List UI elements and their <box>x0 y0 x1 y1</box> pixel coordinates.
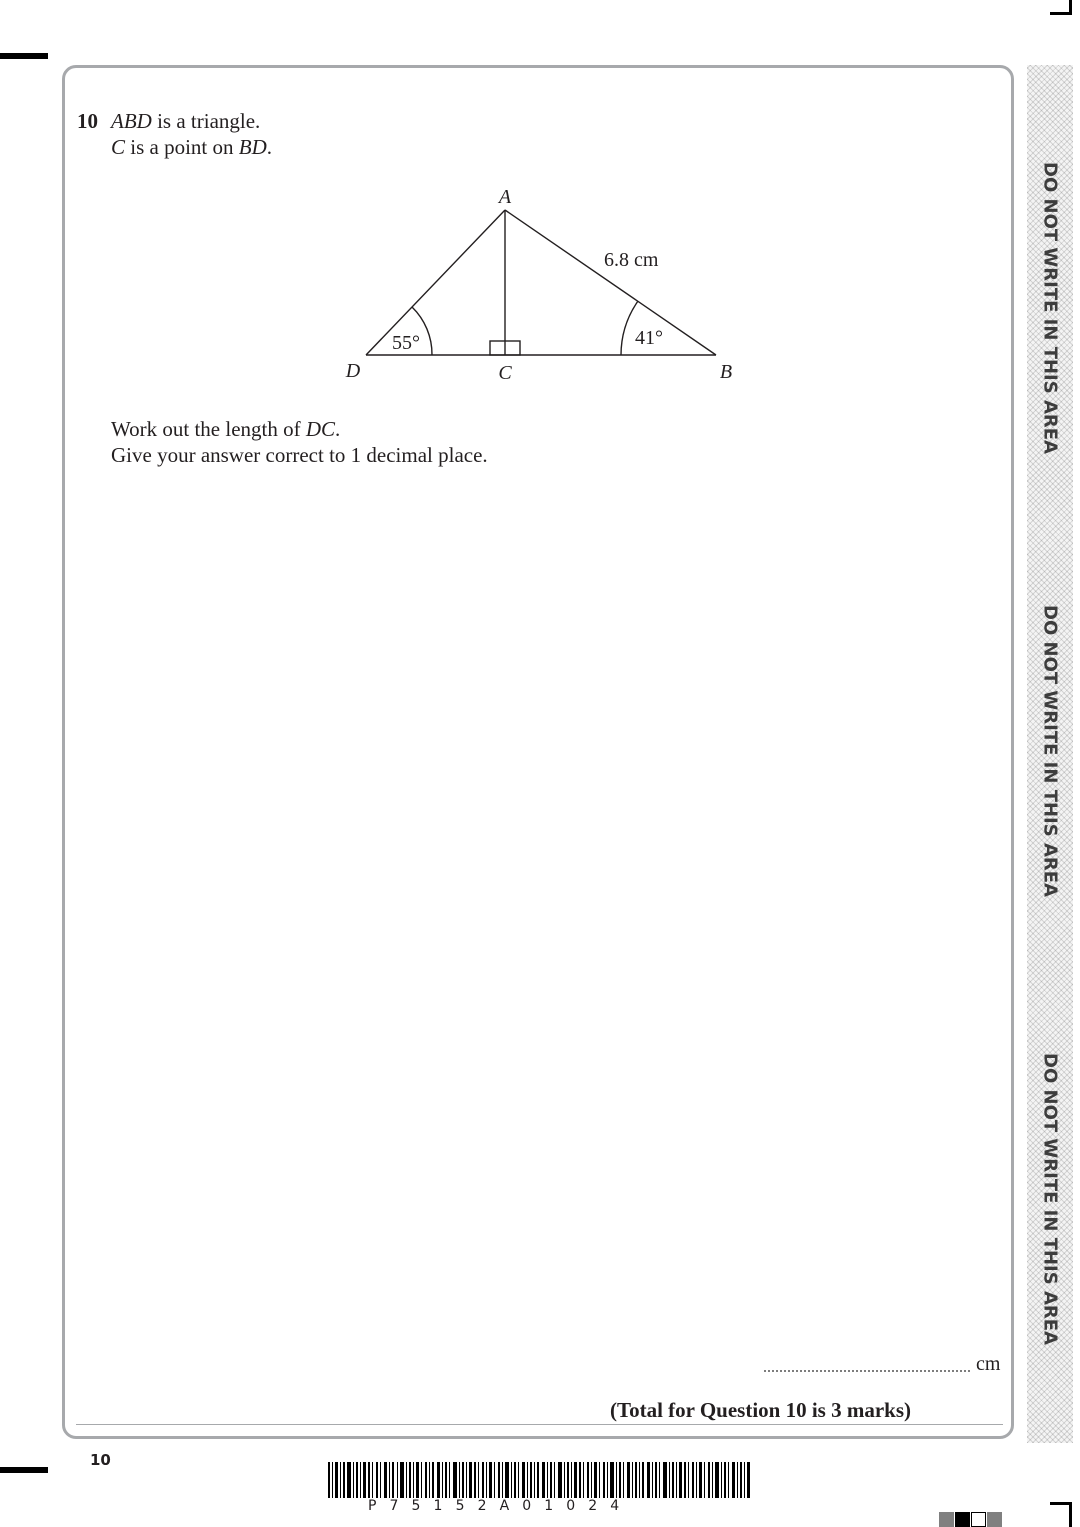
bottom-rule <box>76 1424 1003 1425</box>
marker-square-1 <box>939 1512 954 1527</box>
barcode-number: P75152A01024 <box>368 1498 633 1514</box>
line2-end: . <box>266 135 273 159</box>
marker-square-2 <box>955 1512 970 1527</box>
angle-label-b: 41° <box>635 327 663 349</box>
margin-warning-2: DO NOT WRITE IN THIS AREA <box>1039 605 1061 897</box>
instruction1-end: . <box>335 417 341 441</box>
corner-mark-bottom-right-h <box>1050 1502 1072 1505</box>
vertex-label-d: D <box>345 360 361 382</box>
marker-square-3 <box>971 1512 986 1527</box>
line2-text: is a point on <box>125 135 239 159</box>
marker-square-4 <box>987 1512 1002 1527</box>
corner-mark-bottom-left <box>0 1467 48 1473</box>
barcode <box>328 1462 750 1498</box>
vertex-label-c: C <box>498 362 512 384</box>
page-number: 10 <box>90 1451 111 1469</box>
line1-text: is a triangle. <box>151 109 261 133</box>
segment-name: BD <box>238 135 267 159</box>
side-da <box>366 210 505 355</box>
triangle-name: ABD <box>111 109 152 133</box>
vertex-label-b: B <box>719 361 733 383</box>
question-number: 10 <box>77 109 98 133</box>
point-name: C <box>111 135 126 159</box>
target-segment: DC <box>305 417 336 441</box>
instruction-line-1 <box>111 417 340 442</box>
answer-unit: cm <box>976 1353 1001 1375</box>
answer-line[interactable] <box>764 1370 970 1372</box>
margin-warning-3: DO NOT WRITE IN THIS AREA <box>1039 1053 1061 1345</box>
total-marks: (Total for Question 10 is 3 marks) <box>610 1398 912 1422</box>
instruction-line-2: Give your answer correct to 1 decimal place. <box>111 443 488 467</box>
vertex-label-a: A <box>498 186 512 208</box>
angle-label-d: 55° <box>392 332 420 354</box>
corner-mark-bottom-right <box>1069 1502 1072 1527</box>
side-length-ab: 6.8 cm <box>604 249 659 271</box>
side-ab <box>505 210 716 355</box>
instruction1-text: Work out the length of <box>111 417 306 441</box>
margin-warning-1: DO NOT WRITE IN THIS AREA <box>1039 162 1061 454</box>
